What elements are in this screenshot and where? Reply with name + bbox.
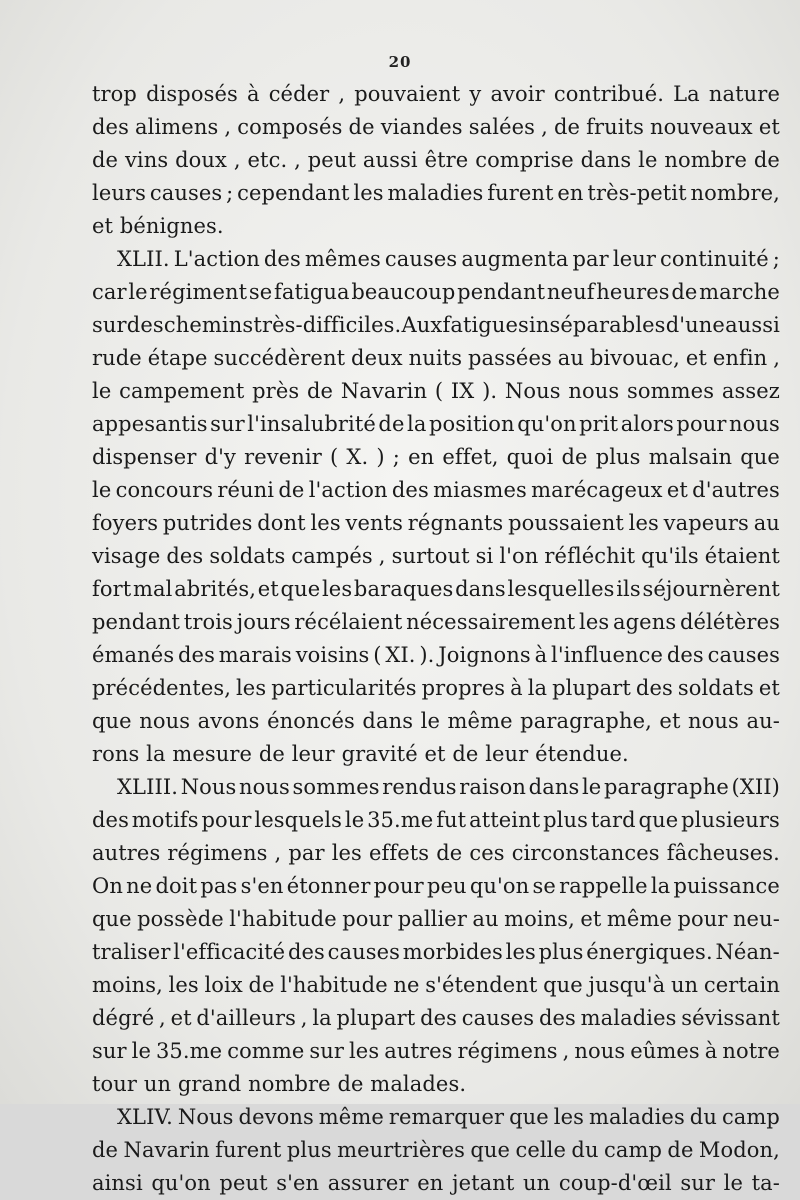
text-line: sur des chemins très-difficiles. Aux fatigues inséparables d'une aussi xyxy=(92,313,780,337)
text-line: de Navarin furent plus meurtrières que celle du camp de Modon, xyxy=(92,1138,780,1162)
text-line: sur le 35.me comme sur les autres régimens , nous eûmes à notre xyxy=(92,1039,780,1063)
text-line: fort mal abrités, et que les baraques dans lesquelles ils séjournèrent xyxy=(92,577,780,601)
text-line: traliser l'efficacité des causes morbides les plus énergiques. Néan- xyxy=(92,940,780,964)
text-line: rons la mesure de leur gravité et de leur étendue. xyxy=(92,742,629,766)
text-line: XLII. L'action des mêmes causes augmenta par leur continuité ; xyxy=(117,247,780,271)
text-line: rude étape succédèrent deux nuits passées au bivouac, et enfin , xyxy=(92,346,780,370)
text-line: des motifs pour lesquels le 35.me fut atteint plus tard que plusieurs xyxy=(92,808,780,832)
text-line: dispenser d'y revenir ( X. ) ; en effet, quoi de plus malsain que xyxy=(92,445,780,469)
text-line: de vins doux , etc. , peut aussi être comprise dans le nombre de xyxy=(92,148,780,172)
text-line: On ne doit pas s'en étonner pour peu qu'on se rappelle la puissance xyxy=(92,874,780,898)
text-line: et bénignes. xyxy=(92,214,224,238)
text-line: émanés des marais voisins ( XI. ). Joignons à l'influence des causes xyxy=(92,643,780,667)
text-line: visage des soldats campés , surtout si l'on réfléchit qu'ils étaient xyxy=(92,544,780,568)
text-line: tour un grand nombre de malades. xyxy=(92,1072,467,1096)
text-line: appesantis sur l'insalubrité de la position qu'on prit alors pour nous xyxy=(92,412,780,436)
text-line: des alimens , composés de viandes salées , de fruits nouveaux et xyxy=(92,115,780,139)
text-line: le concours réuni de l'action des miasmes marécageux et d'autres xyxy=(92,478,780,502)
text-line: leurs causes ; cependant les maladies furent en très-petit nombre, xyxy=(92,181,780,205)
text-line: que possède l'habitude pour pallier au moins, et même pour neu- xyxy=(92,907,780,931)
text-line: car le régiment se fatigua beaucoup pendant neuf heures de marche xyxy=(92,280,780,304)
text-line: XLIV. Nous devons même remarquer que les maladies du camp xyxy=(117,1105,780,1129)
text-line: le campement près de Navarin ( IX ). Nous nous sommes assez xyxy=(92,379,780,403)
text-line: que nous avons énoncés dans le même paragraphe, et nous au- xyxy=(92,709,780,733)
text-line: dégré , et d'ailleurs , la plupart des causes des maladies sévissant xyxy=(92,1006,780,1030)
text-line: précédentes, les particularités propres à la plupart des soldats et xyxy=(92,676,780,700)
text-line: foyers putrides dont les vents régnants poussaient les vapeurs au xyxy=(92,511,780,535)
text-line: moins, les loix de l'habitude ne s'étendent que jusqu'à un certain xyxy=(92,973,780,997)
body-text xyxy=(92,78,780,1200)
text-line: ainsi qu'on peut s'en assurer en jetant un coup-d'œil sur le ta- xyxy=(92,1171,780,1195)
text-line: autres régimens , par les effets de ces circonstances fâcheuses. xyxy=(92,841,780,865)
page-number: 20 xyxy=(388,53,412,71)
text-line: trop disposés à céder , pouvaient y avoir contribué. La nature xyxy=(92,82,780,106)
text-line: pendant trois jours récélaient nécessairement les agens délétères xyxy=(92,610,780,634)
text-line: XLIII. Nous nous sommes rendus raison dans le paragraphe (XII) xyxy=(117,775,780,799)
